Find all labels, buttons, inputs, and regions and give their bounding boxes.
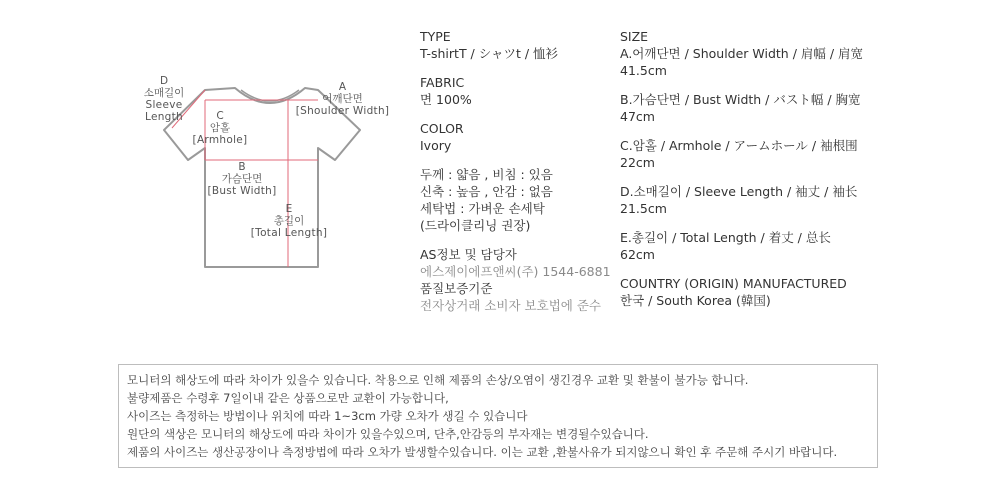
size-c-label: C.암홀 / Armhole / アームホール / 袖根围 xyxy=(620,138,858,153)
quality-title: 품질보증기준 xyxy=(420,281,493,296)
label-b-letter: B xyxy=(238,161,246,173)
label-d-en1: Sleeve xyxy=(145,99,183,111)
label-a-letter: A xyxy=(338,81,347,93)
notice-line-5: 제품의 사이즈는 생산공장이나 측정방법에 따라 오차가 발생할수있습니다. 이는 교환 ,환불사유가 되지않으니 확인 후 주문해 주시기 바랍니다. xyxy=(127,445,838,459)
prop-dryclean: (드라이클리닝 권장) xyxy=(420,218,531,233)
size-e-block xyxy=(620,229,920,263)
notice-box xyxy=(118,364,878,468)
size-c-value: 22cm xyxy=(620,155,655,170)
size-c-block xyxy=(620,137,920,171)
notice-line-4: 원단의 색상은 모니터의 해상도에 따라 차이가 있을수있으며, 단추,안감등의 부자재는 변경될수있습니다. xyxy=(127,427,649,441)
label-c-en: [Armhole] xyxy=(192,134,248,146)
notice-line-3: 사이즈는 측정하는 방법이나 위치에 따라 1~3cm 가량 오차가 생길 수 있습니다 xyxy=(127,409,528,423)
size-a-label: A.어깨단면 / Shoulder Width / 肩幅 / 肩宽 xyxy=(620,46,864,61)
country-block xyxy=(620,275,920,309)
label-e-ko: 총길이 xyxy=(273,215,305,227)
fabric-block xyxy=(420,74,610,108)
label-a-ko: 어깨단면 xyxy=(322,93,363,105)
size-d-block xyxy=(620,183,920,217)
label-bust-width xyxy=(202,161,282,197)
as-value: 에스제이에프앤씨(주) 1544-6881 xyxy=(420,264,611,279)
label-shoulder-width xyxy=(290,81,395,117)
as-title: AS정보 및 담당자 xyxy=(420,247,517,262)
notice-line-1: 모니터의 해상도에 따라 차이가 있을수 있습니다. 착용으로 인해 제품의 손상/오염이 생긴경우 교환 및 환불이 불가능 합니다. xyxy=(127,373,749,387)
prop-thickness: 두께 : 얇음 , 비침 : 있음 xyxy=(420,167,553,182)
label-armhole xyxy=(190,110,250,146)
label-sleeve-length xyxy=(134,75,194,123)
size-b-block xyxy=(620,91,920,125)
prop-stretch: 신축 : 높음 , 안감 : 없음 xyxy=(420,184,553,199)
country-value: 한국 / South Korea (韓国) xyxy=(620,293,771,308)
properties-block xyxy=(420,166,610,234)
type-title: TYPE xyxy=(420,29,451,44)
label-d-en2: Length xyxy=(144,111,184,123)
color-title: COLOR xyxy=(420,121,464,136)
color-value: Ivory xyxy=(420,138,452,153)
prop-washing: 세탁법 : 가벼운 손세탁 xyxy=(420,201,545,216)
label-b-en: [Bust Width] xyxy=(207,185,277,197)
size-d-label: D.소매길이 / Sleeve Length / 袖丈 / 袖长 xyxy=(620,184,858,199)
quality-value: 전자상거래 소비자 보호법에 준수 xyxy=(420,298,601,313)
notice-line-2: 불량제품은 수령후 7일이내 같은 상품으로만 교환이 가능합니다, xyxy=(127,391,449,405)
size-a-value: 41.5cm xyxy=(620,63,667,78)
fabric-title: FABRIC xyxy=(420,75,465,90)
size-diagram xyxy=(130,70,410,280)
size-e-value: 62cm xyxy=(620,247,655,262)
label-c-letter: C xyxy=(216,110,224,122)
size-a-block xyxy=(620,28,920,79)
color-block xyxy=(420,120,610,154)
label-total-length xyxy=(244,203,334,239)
type-value: T-shirtT / シャツt / 恤衫 xyxy=(420,46,559,61)
fabric-value: 면 100% xyxy=(420,92,472,107)
size-info xyxy=(620,28,920,321)
label-c-ko: 암홀 xyxy=(209,122,231,134)
product-info xyxy=(420,28,610,314)
size-e-label: E.총길이 / Total Length / 着丈 / 总长 xyxy=(620,230,831,245)
country-title: COUNTRY (ORIGIN) MANUFACTURED xyxy=(620,276,847,291)
label-a-en: [Shoulder Width] xyxy=(295,105,390,117)
size-title: SIZE xyxy=(620,29,649,44)
label-b-ko: 가슴단면 xyxy=(221,173,263,185)
size-d-value: 21.5cm xyxy=(620,201,667,216)
label-e-en: [Total Length] xyxy=(250,227,328,239)
label-d-ko: 소매길이 xyxy=(143,87,185,99)
size-b-label: B.가슴단면 / Bust Width / バスト幅 / 胸宽 xyxy=(620,92,861,107)
as-block xyxy=(420,246,610,314)
label-d-letter: D xyxy=(159,75,169,87)
label-e-letter: E xyxy=(285,203,293,215)
type-block xyxy=(420,28,610,62)
size-b-value: 47cm xyxy=(620,109,655,124)
